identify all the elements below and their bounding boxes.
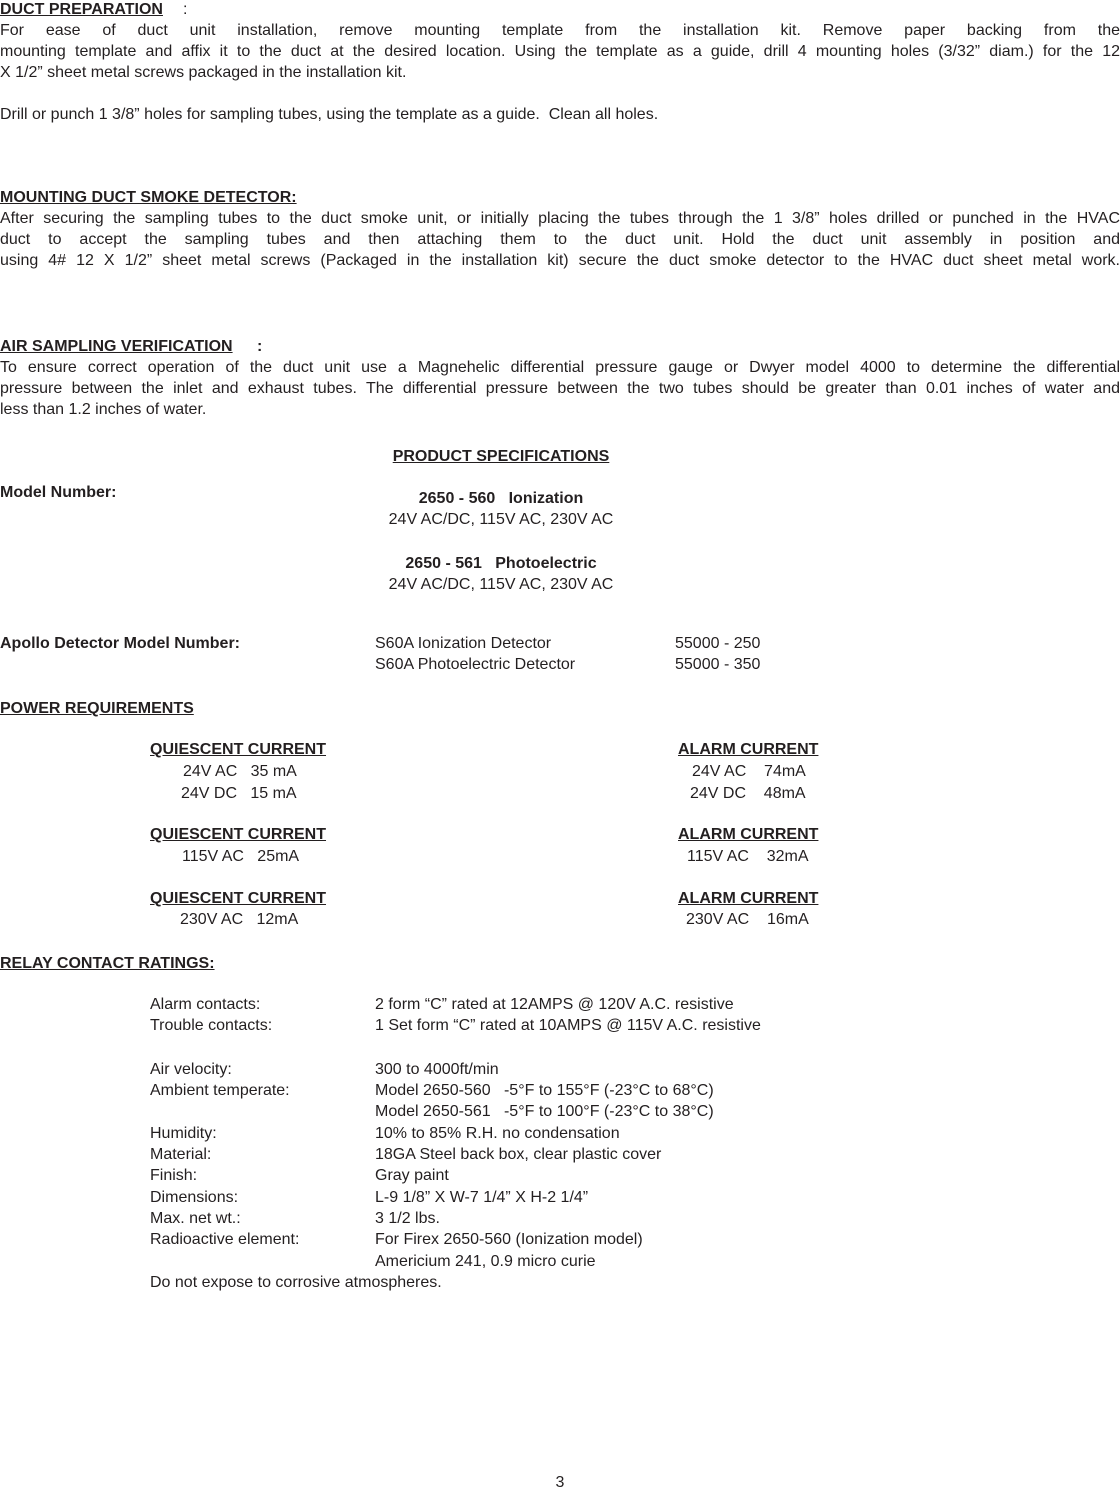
spec-value: 2 form “C” rated at 12AMPS @ 120V A.C. resistive (375, 996, 734, 1013)
paragraph-line: X 1/2” sheet metal screws packaged in the installation kit. (0, 64, 407, 81)
quiescent-value: 115V AC 25mA (182, 848, 300, 865)
model-number-label: Model Number: (0, 484, 117, 501)
spec-value: 3 1/2 lbs. (375, 1210, 440, 1227)
paragraph-line: After securing the sampling tubes to the duct smoke unit, or initially placing the tubes through the 1 3/8” holes drilled or punched in the HVAC (0, 210, 1120, 227)
section-heading-power: POWER REQUIREMENTS (0, 700, 194, 717)
paragraph-line: For ease of duct unit installation, remove mounting template from the installation kit. Remove paper backing from the (0, 22, 1120, 39)
section-heading-duct-preparation: DUCT PREPARATION (0, 1, 163, 18)
spec-value: L-9 1/8” X W-7 1/4” X H-2 1/4” (375, 1189, 589, 1206)
spec-value: 300 to 4000ft/min (375, 1061, 499, 1078)
section-heading-air-sampling: AIR SAMPLING VERIFICATION (0, 338, 233, 355)
paragraph-line: pressure between the inlet and exhaust tubes. The differential pressure between the two tubes should be greater than 0.01 inches of water and (0, 380, 1120, 397)
paragraph-line: duct to accept the sampling tubes and then attaching them to the duct unit. Hold the duct unit assembly in position and (0, 231, 1120, 248)
spec-label: Humidity: (150, 1125, 217, 1142)
spec-label: Max. net wt.: (150, 1210, 241, 1227)
spec-value: Americium 241, 0.9 micro curie (375, 1253, 596, 1270)
alarm-value: 24V AC 74mA (692, 763, 806, 780)
quiescent-label: QUIESCENT CURRENT (150, 741, 327, 758)
apollo-name: S60A Ionization Detector (375, 635, 552, 652)
spec-label: Radioactive element: (150, 1231, 300, 1248)
model-ionization-power: 24V AC/DC, 115V AC, 230V AC (388, 511, 614, 528)
alarm-label: ALARM CURRENT (678, 826, 819, 843)
quiescent-value: 230V AC 12mA (180, 911, 299, 928)
spec-value: 18GA Steel back box, clear plastic cover (375, 1146, 662, 1163)
spec-label: Air velocity: (150, 1061, 232, 1078)
model-photoelectric-power: 24V AC/DC, 115V AC, 230V AC (388, 576, 614, 593)
page-number: 3 (555, 1474, 565, 1491)
spec-value: Gray paint (375, 1167, 449, 1184)
paragraph-line: mounting template and affix it to the duct at the desired location. Using the template as a guide, drill 4 mounting holes (3/32” diam.) for the 12 (0, 43, 1120, 60)
section-heading-relay: RELAY CONTACT RATINGS: (0, 955, 215, 972)
spec-label: Ambient temperate: (150, 1082, 290, 1099)
spec-value: 10% to 85% R.H. no condensation (375, 1125, 620, 1142)
paragraph-line: less than 1.2 inches of water. (0, 401, 207, 418)
spec-label: Trouble contacts: (150, 1017, 273, 1034)
alarm-value: 24V DC 48mA (690, 785, 806, 802)
spec-label: Alarm contacts: (150, 996, 261, 1013)
spec-value: 1 Set form “C” rated at 10AMPS @ 115V A.C. resistive (375, 1017, 761, 1034)
apollo-name: S60A Photoelectric Detector (375, 656, 576, 673)
apollo-number: 55000 - 250 (675, 635, 761, 652)
quiescent-value: 24V DC 15 mA (181, 785, 297, 802)
heading-colon: : (183, 1, 188, 18)
apollo-number: 55000 - 350 (675, 656, 761, 673)
paragraph-line: Drill or punch 1 3/8” holes for sampling tubes, using the template as a guide. Clean all holes. (0, 106, 659, 123)
spec-label: Dimensions: (150, 1189, 239, 1206)
spec-value: Model 2650-561 -5°F to 100°F (-23°C to 38°C) (375, 1103, 714, 1120)
section-heading-mounting: MOUNTING DUCT SMOKE DETECTOR: (0, 189, 297, 206)
spec-value: For Firex 2650-560 (Ionization model) (375, 1231, 643, 1248)
quiescent-value: 24V AC 35 mA (183, 763, 297, 780)
alarm-label: ALARM CURRENT (678, 890, 819, 907)
paragraph-line: using 4# 12 X 1/2” sheet metal screws (Packaged in the installation kit) secure the duct smoke detector to the HVAC duct sheet metal work. (0, 252, 1120, 269)
spec-value: Model 2650-560 -5°F to 155°F (-23°C to 68°C) (375, 1082, 714, 1099)
model-ionization: 2650 - 560 Ionization (418, 490, 584, 507)
specs-title: PRODUCT SPECIFICATIONS (392, 448, 610, 465)
quiescent-label: QUIESCENT CURRENT (150, 890, 327, 907)
spec-label: Material: (150, 1146, 212, 1163)
relay-note: Do not expose to corrosive atmospheres. (150, 1274, 442, 1291)
paragraph-line: To ensure correct operation of the duct unit use a Magnehelic differential pressure gauge or Dwyer model 4000 to determine the differential (0, 359, 1120, 376)
alarm-value: 230V AC 16mA (686, 911, 809, 928)
alarm-label: ALARM CURRENT (678, 741, 819, 758)
apollo-label: Apollo Detector Model Number: (0, 635, 241, 652)
alarm-value: 115V AC 32mA (687, 848, 809, 865)
model-photoelectric: 2650 - 561 Photoelectric (405, 555, 597, 572)
heading-colon: : (257, 338, 263, 355)
quiescent-label: QUIESCENT CURRENT (150, 826, 327, 843)
spec-label: Finish: (150, 1167, 198, 1184)
